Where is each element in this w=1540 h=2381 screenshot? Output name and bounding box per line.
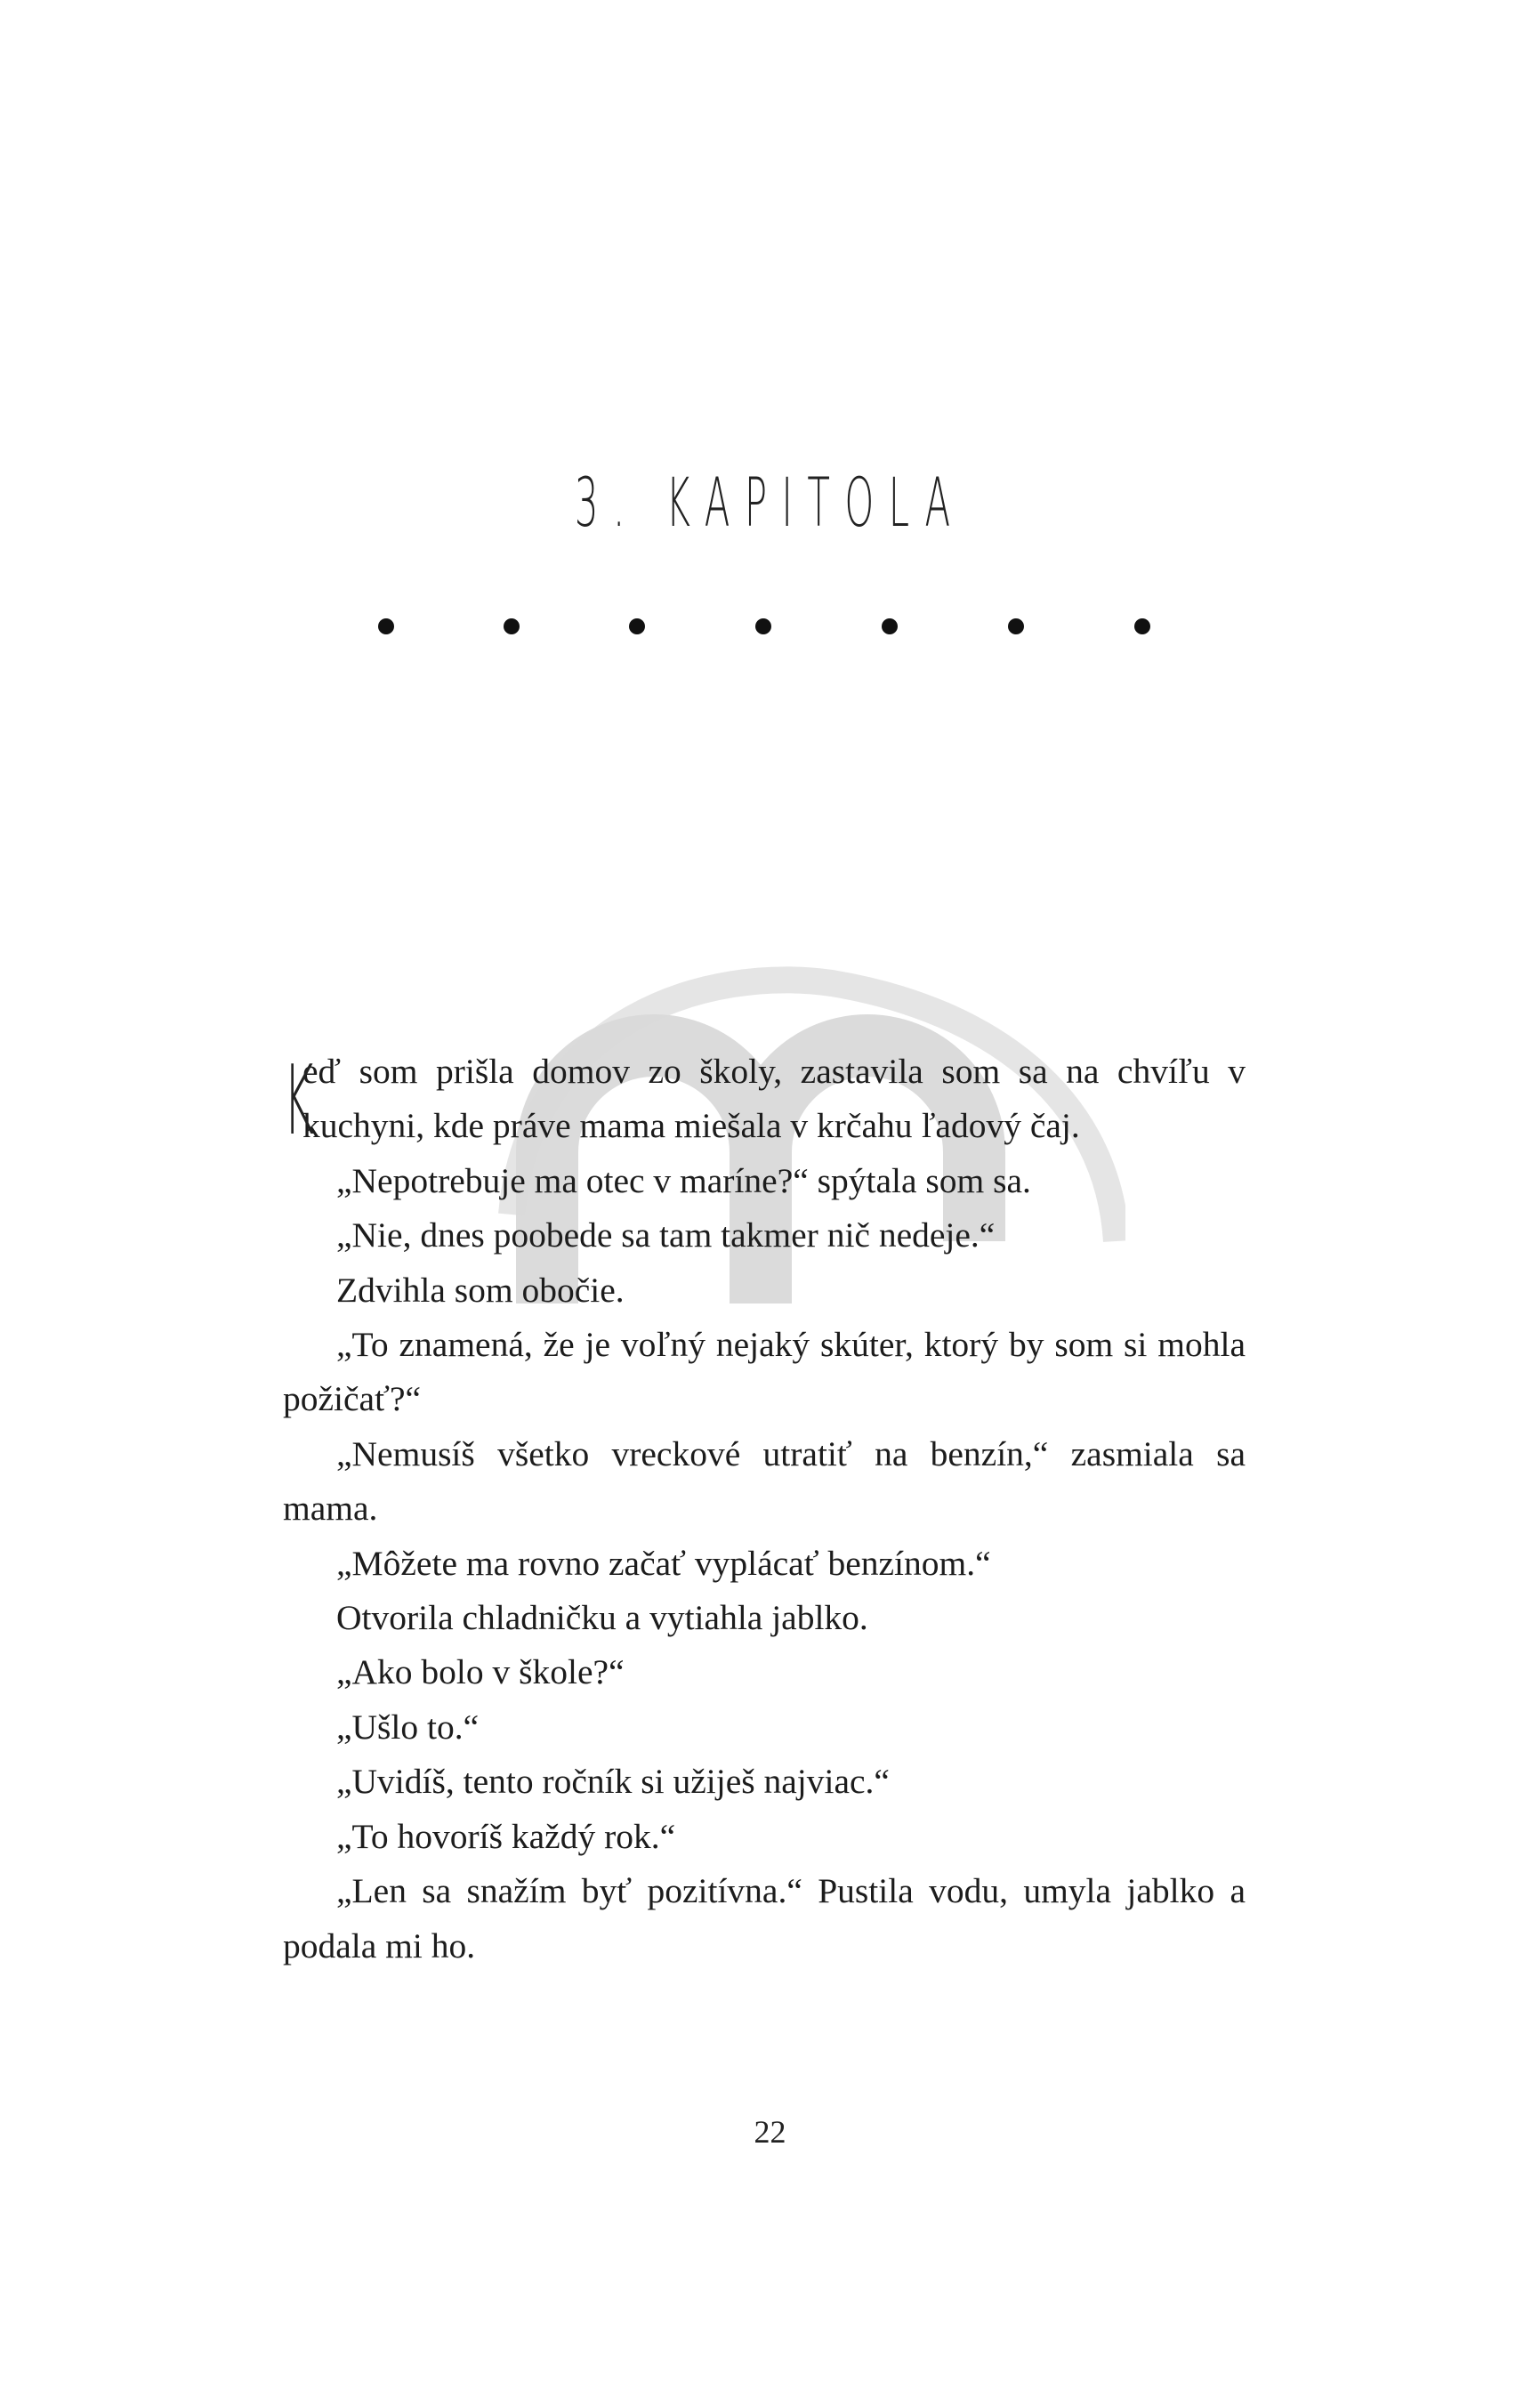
paragraph: „Ako bolo v škole?“ (336, 1652, 625, 1692)
page-number: 22 (754, 2114, 786, 2150)
paragraph: „Uvidíš, tento ročník si užiješ najviac.“ (336, 1762, 890, 1802)
opening-paragraph (283, 1045, 1246, 1157)
divider-dot (882, 618, 898, 634)
drop-cap: K (283, 1045, 315, 1157)
opening-paragraph-text: eď som prišla domov zo školy, zastavila som sa na chvíľu v kuchyni, kde práve mama miešala v krčahu ľadový čaj. (302, 1052, 1246, 1146)
paragraph: „Ušlo to.“ (336, 1707, 480, 1747)
divider-dot (378, 618, 394, 634)
divider-dot (1008, 618, 1024, 634)
chapter-title: 3. KAPITOLA (574, 463, 965, 542)
divider-dot (755, 618, 771, 634)
paragraph: Otvorila chladničku a vytiahla jablko. (336, 1598, 868, 1638)
paragraph: „Len sa snažím byť pozitívna.“ Pustila vodu, umyla jablko a podala mi ho. (283, 1871, 1246, 1965)
paragraph: Zdvihla som obočie. (336, 1270, 625, 1310)
paragraph: „Nemusíš všetko vreckové utratiť na benzín,“ zasmiala sa mama. (283, 1433, 1246, 1529)
divider-dot (629, 618, 645, 634)
paragraph: „Nie, dnes poobede sa tam takmer nič nedeje.“ (336, 1215, 996, 1255)
paragraph: „To hovoríš každý rok.“ (336, 1816, 676, 1856)
paragraph: „To znamená, že je voľný nejaký skúter, ktorý by som si mohla požičať?“ (283, 1325, 1246, 1419)
divider-dot (1134, 618, 1150, 634)
paragraph: „Môžete ma rovno začať vyplácať benzínom.“ (336, 1543, 991, 1583)
chapter-divider-dots (378, 618, 1152, 645)
divider-dot (504, 618, 520, 634)
chapter-body-text (283, 1045, 1246, 1973)
paragraph: „Nepotrebuje ma otec v maríne?“ spýtala som sa. (336, 1160, 1031, 1200)
